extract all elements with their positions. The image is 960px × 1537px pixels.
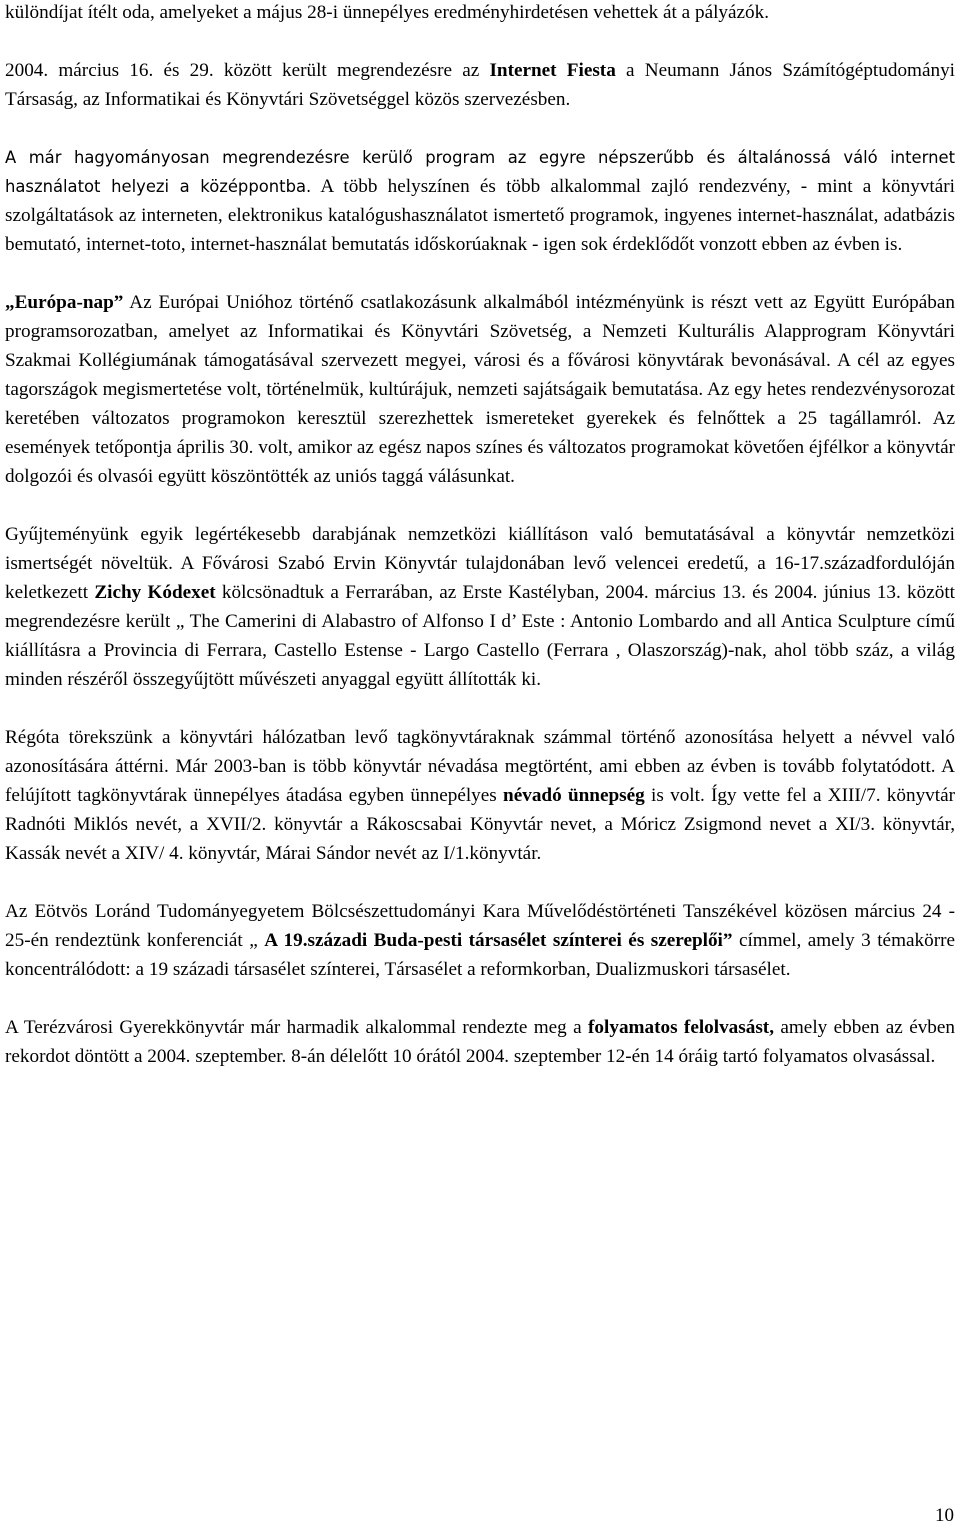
paragraph-text: címmel, amely 3 témakörre koncentrálódott: a 19 századi társasélet színterei, Társasélet a reformkorban, Dualizmuskori társasélet. (5, 930, 955, 980)
paragraph-nevado (5, 723, 955, 868)
paragraph-text: Az Eötvös Loránd Tudományegyetem Bölcsészettudományi Kara Művelődéstörténeti Tanszékével közösen március 24 - 25-én rendeztünk konferenciát „ (5, 901, 955, 951)
bold-event-name: Internet Fiesta (489, 60, 616, 81)
paragraph-text: Régóta törekszünk a könyvtári hálózatban levő tagkönyvtáraknak számmal történő azonosítása helyett a névvel való azonosítására áttérni. Már 2003-ban is több könyvtár névadása megtörtént, ami ebben az évben is tovább folytatódott. A felújított tagkönyvtárak ünnepélyes átadása egyben ünnepélyes (5, 727, 955, 806)
paragraph-text: is volt. Így vette fel a XIII/7. könyvtár Radnóti Miklós nevét, a XVII/2. könyvtár a Rákoscsabai Könyvtár nevet, a Móricz Zsigmond nevet a XI/3. könyvtár, Kassák nevét a XIV/ 4. könyvtár, Márai Sándor nevét az I/1.könyvtár. (5, 785, 955, 864)
paragraph-text: amely ebben az évben rekordot döntött a 2004. szeptember. 8-án délelőtt 10 órától 2004. szeptember 12-én 14 óráig tartó folyamatos olvasással. (5, 1017, 956, 1067)
paragraph-zichy-kodex (5, 520, 955, 694)
paragraph-internet-program (5, 143, 955, 259)
bold-codex-name: Zichy Kódexet (94, 582, 216, 603)
paragraph-text: a Neumann János Számítógéptudományi Társaság, az Informatikai és Könyvtári Szövetséggel közös szervezésben. (5, 60, 955, 110)
paragraph-text-sans: A már hagyományosan megrendezésre kerülő program az egyre népszerűbb és általánossá váló internet használatot helyezi a középpontba. (5, 148, 955, 196)
page-number: 10 (935, 1505, 954, 1526)
paragraph-text: különdíjat ítélt oda, amelyeket a május 28-i ünnepélyes eredményhirdetésen vehettek át a pályázók. (5, 2, 770, 23)
paragraph-text: kölcsönadtuk a Ferrarában, az Erste Kastélyban, 2004. március 13. és 2004. június 13. között megrendezésre került „ The Camerini di Alabastro of Alfonso I d’ Este : Antonio Lombardo and all Antica Sculpture című kiállításra a Provincia di Ferrara, Castello Estense - Largo Castello (Ferrara , Olaszország)-nak, ahol több száz, a világ minden részéről összegyűjtött művészeti anyaggal együtt állították ki. (5, 582, 955, 690)
paragraph-text: A Terézvárosi Gyerekkönyvtár már harmadik alkalommal rendezte meg a (5, 1017, 589, 1038)
paragraph-text: 2004. március 16. és 29. között került megrendezésre az (5, 60, 490, 81)
document-page (5, 0, 955, 1071)
paragraph-text: Gyűjteményünk egyik legértékesebb darabjának nemzetközi kiállításon való bemutatásával a könyvtár nemzetközi ismertségét növeltük. A Fővárosi Szabó Ervin Könyvtár tulajdonában levő velencei eredetű, a 16-17.századfordulóján keletkezett (5, 524, 955, 603)
paragraph-award (5, 0, 955, 27)
bold-conference-title: A 19.századi Buda-pesti társasélet színterei és szereplői” (264, 930, 733, 951)
paragraph-internet-fiesta (5, 56, 955, 114)
paragraph-text: A több helyszínen és több alkalommal zajló rendezvény, - mint a könyvtári szolgáltatások az interneten, elektronikus katalógushasználatot ismertető programok, ingyenes internet-használat, adatbázis bemutató, internet-toto, internet-használat bemutatás időskorúaknak - igen sok érdeklődőt vonzott ebben az évben is. (5, 176, 955, 255)
bold-reading-event: folyamatos felolvasást, (588, 1017, 774, 1038)
paragraph-conference (5, 897, 955, 984)
paragraph-europa-nap (5, 288, 955, 491)
bold-event-name: „Európa-nap” (5, 292, 124, 313)
bold-ceremony: névadó ünnepség (503, 785, 645, 806)
paragraph-felolvasas (5, 1013, 955, 1071)
paragraph-text: Az Európai Unióhoz történő csatlakozásunk alkalmából intézményünk is részt vett az Együtt Európában programsorozatban, amelyet az Informatikai és Könyvtári Szövetség, a Nemzeti Kulturális Alapprogram Könyvtári Szakmai Kollégiumának támogatásával szervezett megyei, városi és a fővárosi könyvtárak bevonásával. A cél az egyes tagországok megismertetése volt, történelmük, kultúrájuk, nemzeti sajátságaik bemutatása. Az egy hetes rendezvénysorozat keretében változatos programokon keresztül szerezhettek ismereteket gyerekek és felnőttek a 25 tagállamról. Az események tetőpontja április 30. volt, amikor az egész napos színes és változatos programokat követően éjfélkor a könyvtár dolgozói és olvasói együtt köszöntötték az uniós taggá válásunkat. (5, 292, 955, 487)
